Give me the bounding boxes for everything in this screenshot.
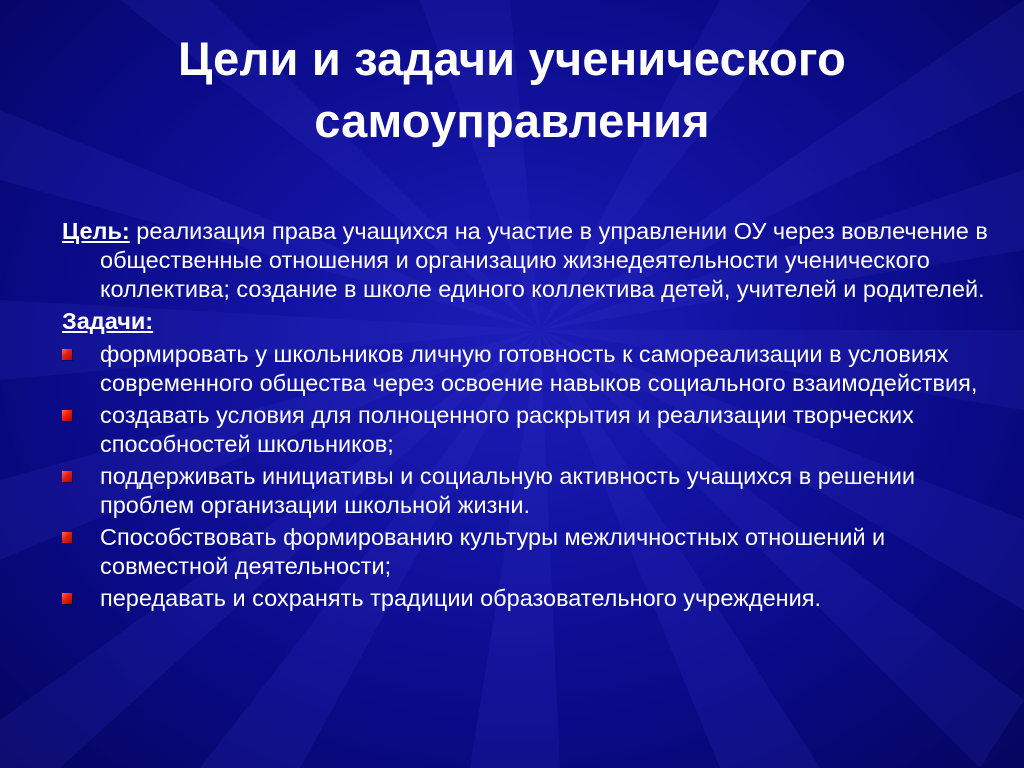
task-item [62, 340, 992, 398]
task-text: Способствовать формированию культуры межличностных отношений и совместной деятельности; [100, 524, 886, 579]
red-square-bullet-icon [62, 410, 72, 421]
red-square-bullet-icon [62, 471, 72, 482]
task-text: передавать и сохранять традиции образовательного учреждения. [100, 585, 822, 611]
tasks-label: Задачи: [62, 308, 154, 334]
task-text: создавать условия для полноценного раскрытия и реализации творческих способностей школьников; [100, 402, 914, 457]
slide-body [62, 217, 992, 616]
goal-label: Цель: [62, 218, 130, 244]
tasks-list [62, 340, 992, 613]
red-square-bullet-icon [62, 349, 72, 360]
red-square-bullet-icon [62, 532, 72, 543]
task-item [62, 401, 992, 459]
task-item [62, 462, 992, 520]
task-item [62, 584, 992, 613]
red-square-bullet-icon [62, 593, 72, 604]
task-item [62, 523, 992, 581]
tasks-heading [62, 307, 992, 336]
task-text: формировать у школьников личную готовность к самореализации в условиях современного общества через освоение навыков социального взаимодействия, [100, 341, 978, 396]
task-text: поддерживать инициативы и социальную активность учащихся в решении проблем организации школьной жизни. [100, 463, 916, 518]
goal-text: реализация права учащихся на участие в управлении ОУ через вовлечение в общественные отношения и организацию жизнедеятельности ученического коллектива; создание в школе единого коллектива детей, учителей и родителей. [100, 218, 988, 302]
slide-title: Цели и задачи ученического самоуправления [178, 32, 846, 147]
goal-paragraph [62, 217, 992, 304]
